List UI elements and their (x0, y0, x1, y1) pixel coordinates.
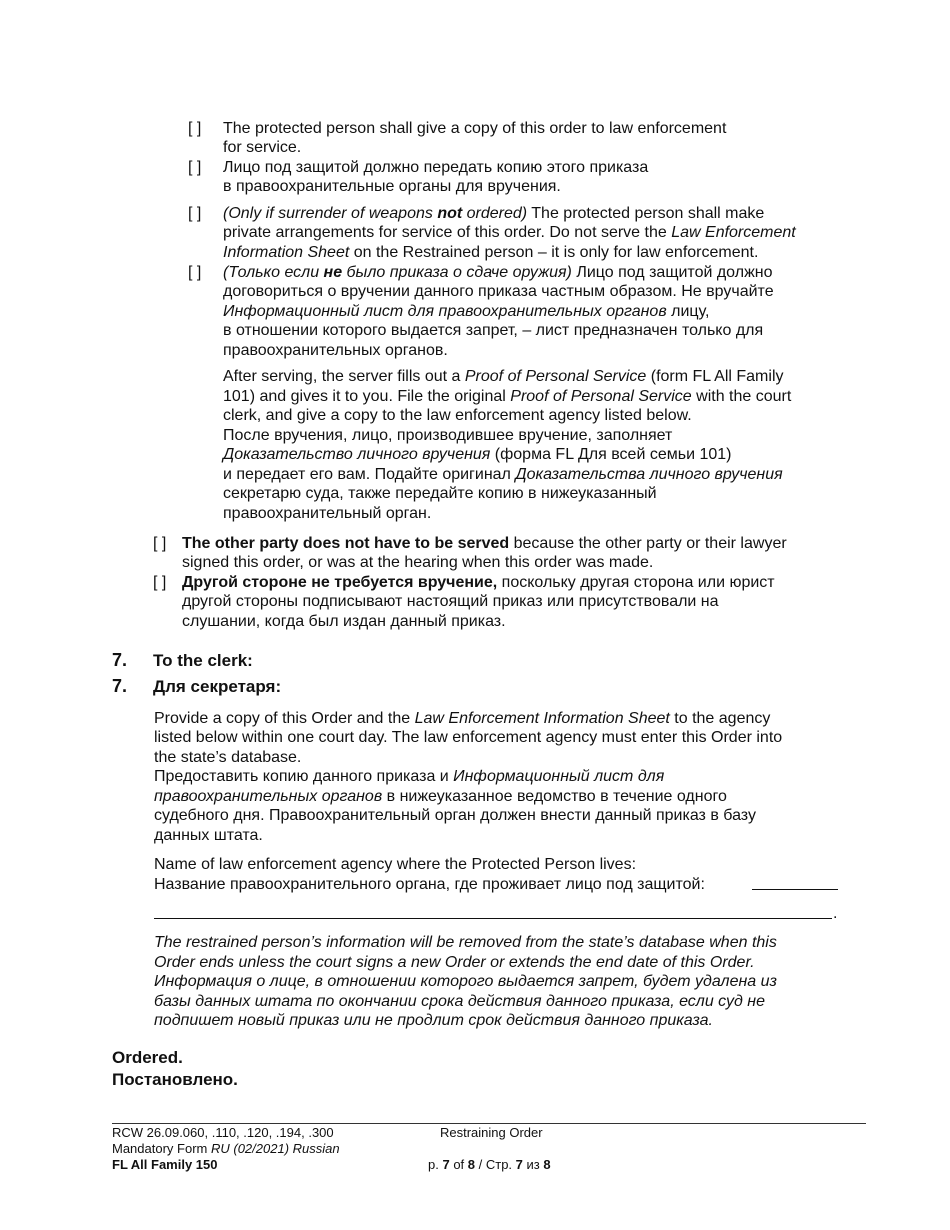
after-serving-line7: секретарю суда, также передайте копию в нижеуказанный (223, 485, 657, 502)
item-private-ru-line4: в отношении которого выдается запрет, – лист предназначен только для (223, 322, 764, 339)
agency-label-en: Name of law enforcement agency where the Protected Person lives: (154, 856, 637, 873)
item-private-en-line2: private arrangements for service of this order. Do not serve the Law Enforcement (223, 224, 796, 241)
item-private-ru-line5: правоохранительных органов. (223, 342, 448, 359)
ordered-ru: Постановлено. (112, 1070, 238, 1089)
footer-doc-title: Restraining Order (440, 1125, 543, 1140)
item-copy-le-en-line2: for service. (223, 139, 302, 156)
checkbox[interactable]: [ ] (153, 535, 167, 552)
footer-page-number: p. 7 of 8 / Стр. 7 из 8 (428, 1157, 551, 1172)
after-serving-line4: После вручения, лицо, производившее вручение, заполняет (223, 427, 673, 444)
section-number: 7. (112, 676, 128, 696)
line-end-period: . (833, 905, 838, 922)
item-copy-le-en-line1: The protected person shall give a copy of this order to law enforcement (223, 120, 727, 137)
agency-input-line-2[interactable] (154, 918, 832, 919)
clerk-para-line3: the state’s database. (154, 749, 302, 766)
item-copy-le-ru-line2: в правоохранительные органы для вручения. (223, 178, 561, 195)
clerk-para-line4: Предоставить копию данного приказа и Информационный лист для (154, 768, 665, 785)
agency-input-line[interactable] (752, 889, 838, 890)
no-service-en-line2: signed this order, or was at the hearing when this order was made. (182, 554, 654, 571)
clerk-para-line2: listed below within one court day. The law enforcement agency must enter this Order into (154, 729, 783, 746)
item-copy-le-ru-line1: Лицо под защитой должно передать копию этого приказа (223, 159, 649, 176)
after-serving-line8: правоохранительный орган. (223, 505, 432, 522)
checkbox[interactable]: [ ] (188, 120, 202, 137)
footer-divider (112, 1123, 866, 1124)
footer-rcw: RCW 26.09.060, .110, .120, .194, .300 (112, 1125, 334, 1140)
no-service-ru-line1: Другой стороне не требуется вручение, поскольку другая сторона или юрист (182, 574, 775, 591)
after-serving-line6: и передает его вам. Подайте оригинал Доказательства личного вручения (223, 466, 783, 483)
item-private-ru-line3: Информационный лист для правоохранительных органов лицу, (223, 303, 710, 320)
item-private-en-line3: Information Sheet on the Restrained person – it is only for law enforcement. (223, 244, 759, 261)
item-private-ru-line1: (Только если не было приказа о сдаче оружия) Лицо под защитой должно (223, 264, 773, 281)
section-number: 7. (112, 650, 128, 670)
footer-form-id: FL All Family 150 (112, 1157, 218, 1172)
after-serving-line1: After serving, the server fills out a Proof of Personal Service (form FL All Family (223, 368, 784, 385)
note-line3: Информация о лице, в отношении которого выдается запрет, будет удалена из (154, 973, 777, 990)
after-serving-line5: Доказательство личного вручения (форма FL Для всей семьи 101) (223, 446, 732, 463)
checkbox[interactable]: [ ] (188, 264, 202, 281)
no-service-ru-line3: слушании, когда был издан данный приказ. (182, 613, 506, 630)
item-private-ru-line2: договориться о вручении данного приказа частным образом. Не вручайте (223, 283, 774, 300)
note-line5: подпишет новый приказ или не продлит срок действия данного приказа. (154, 1012, 713, 1029)
clerk-para-line1: Provide a copy of this Order and the Law Enforcement Information Sheet to the agency (154, 710, 771, 727)
clerk-para-line7: данных штата. (154, 827, 263, 844)
section-title-en: To the clerk: (153, 651, 253, 670)
note-line1: The restrained person’s information will be removed from the state’s database when this (154, 934, 777, 951)
footer-mandatory-form: Mandatory Form RU (02/2021) Russian (112, 1141, 340, 1156)
after-serving-line2: 101) and gives it to you. File the original Proof of Personal Service with the court (223, 388, 792, 405)
no-service-ru-line2: другой стороны подписывают настоящий приказ или присутствовали на (182, 593, 719, 610)
ordered-en: Ordered. (112, 1048, 183, 1067)
agency-label-ru: Название правоохранительного органа, где проживает лицо под защитой: (154, 876, 705, 893)
no-service-en-line1: The other party does not have to be served because the other party or their lawyer (182, 535, 787, 552)
section-title-ru: Для секретаря: (153, 677, 282, 696)
note-line2: Order ends unless the court signs a new Order or extends the end date of this Order. (154, 954, 755, 971)
clerk-para-line6: судебного дня. Правоохранительный орган должен внести данный приказ в базу (154, 807, 756, 824)
clerk-para-line5: правоохранительных органов в нижеуказанное ведомство в течение одного (154, 788, 727, 805)
after-serving-line3: clerk, and give a copy to the law enforcement agency listed below. (223, 407, 692, 424)
note-line4: базы данных штата по окончании срока действия данного приказа, если суд не (154, 993, 765, 1010)
checkbox[interactable]: [ ] (153, 574, 167, 591)
checkbox[interactable]: [ ] (188, 205, 202, 222)
item-private-en-line1: (Only if surrender of weapons not ordered) The protected person shall make (223, 205, 765, 222)
checkbox[interactable]: [ ] (188, 159, 202, 176)
